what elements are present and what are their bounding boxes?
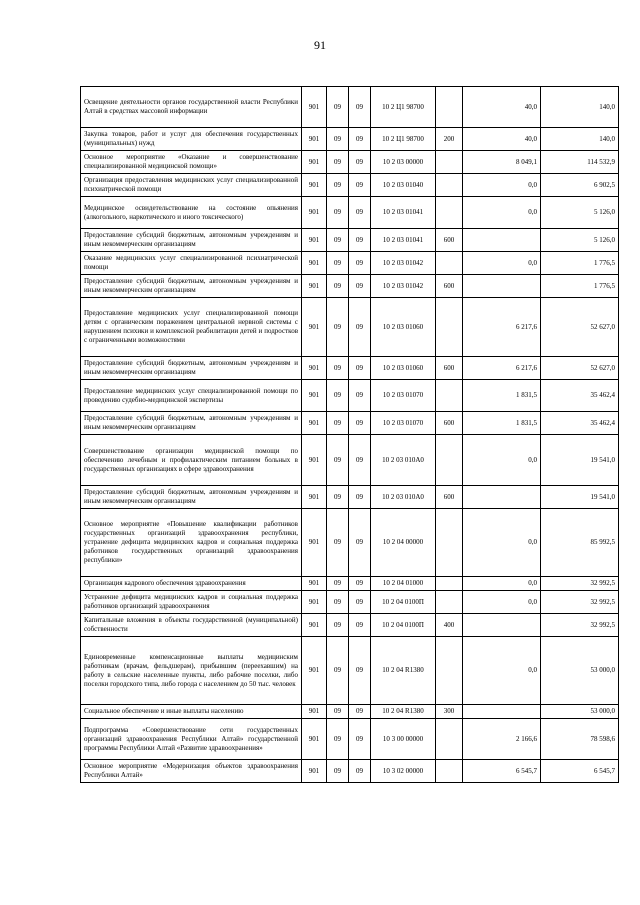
admin-code-cell: 901 xyxy=(302,87,327,128)
expense-type-cell xyxy=(436,719,463,760)
amount-2-cell: 53 000,0 xyxy=(541,705,619,719)
amount-1-cell: 8 049,1 xyxy=(463,151,541,174)
subsection-cell: 09 xyxy=(349,412,371,435)
amount-2-cell: 6 545,7 xyxy=(541,760,619,783)
subsection-cell: 09 xyxy=(349,298,371,357)
target-article-cell: 10 2 04 R1380 xyxy=(371,705,436,719)
table-row xyxy=(81,229,619,252)
admin-code-cell: 901 xyxy=(302,275,327,298)
target-article-cell: 10 2 Ц1 98700 xyxy=(371,87,436,128)
amount-2-cell: 1 776,5 xyxy=(541,252,619,275)
amount-2-cell: 53 000,0 xyxy=(541,637,619,705)
target-article-cell: 10 2 03 010А0 xyxy=(371,486,436,509)
target-article-cell: 10 2 03 010А0 xyxy=(371,435,436,486)
amount-2-cell: 78 598,6 xyxy=(541,719,619,760)
target-article-cell: 10 2 04 R1380 xyxy=(371,637,436,705)
table-row xyxy=(81,435,619,486)
subsection-cell: 09 xyxy=(349,174,371,197)
amount-1-cell xyxy=(463,229,541,252)
expense-type-cell: 600 xyxy=(436,486,463,509)
amount-2-cell: 114 532,9 xyxy=(541,151,619,174)
section-cell: 09 xyxy=(327,412,349,435)
section-cell: 09 xyxy=(327,719,349,760)
admin-code-cell: 901 xyxy=(302,591,327,614)
section-cell: 09 xyxy=(327,637,349,705)
item-name-cell: Совершенствование организации медицинской помощи по обеспечению лечебным и профилактическим питанием больных в государственных организациях в сфере здравоохранения xyxy=(81,435,302,486)
admin-code-cell: 901 xyxy=(302,760,327,783)
amount-2-cell: 35 462,4 xyxy=(541,380,619,412)
item-name-cell: Закупка товаров, работ и услуг для обеспечения государственных (муниципальных) нужд xyxy=(81,128,302,151)
amount-1-cell xyxy=(463,614,541,637)
subsection-cell: 09 xyxy=(349,705,371,719)
item-name-cell: Предоставление субсидий бюджетным, автономным учреждениям и иным некоммерческим организациям xyxy=(81,412,302,435)
expense-type-cell: 600 xyxy=(436,275,463,298)
section-cell: 09 xyxy=(327,486,349,509)
subsection-cell: 09 xyxy=(349,151,371,174)
section-cell: 09 xyxy=(327,380,349,412)
expense-type-cell: 300 xyxy=(436,705,463,719)
amount-1-cell: 0,0 xyxy=(463,509,541,577)
expense-type-cell xyxy=(436,509,463,577)
amount-2-cell: 140,0 xyxy=(541,87,619,128)
target-article-cell: 10 2 03 01060 xyxy=(371,357,436,380)
item-name-cell: Подпрограмма «Совершенствование сети государственных организаций здравоохранения Республики Алтай» государственной программы Республики Алтай «Развитие здравоохранения» xyxy=(81,719,302,760)
section-cell: 09 xyxy=(327,760,349,783)
amount-1-cell: 40,0 xyxy=(463,128,541,151)
admin-code-cell: 901 xyxy=(302,197,327,229)
section-cell: 09 xyxy=(327,577,349,591)
amount-1-cell: 6 545,7 xyxy=(463,760,541,783)
table-row xyxy=(81,509,619,577)
section-cell: 09 xyxy=(327,509,349,577)
table-row xyxy=(81,486,619,509)
subsection-cell: 09 xyxy=(349,760,371,783)
table-row xyxy=(81,275,619,298)
subsection-cell: 09 xyxy=(349,380,371,412)
admin-code-cell: 901 xyxy=(302,151,327,174)
table-row xyxy=(81,87,619,128)
subsection-cell: 09 xyxy=(349,486,371,509)
expense-type-cell xyxy=(436,435,463,486)
table-row xyxy=(81,577,619,591)
amount-1-cell: 6 217,6 xyxy=(463,298,541,357)
expense-type-cell xyxy=(436,380,463,412)
admin-code-cell: 901 xyxy=(302,486,327,509)
amount-2-cell: 32 992,5 xyxy=(541,577,619,591)
expense-type-cell xyxy=(436,151,463,174)
subsection-cell: 09 xyxy=(349,719,371,760)
expense-type-cell: 600 xyxy=(436,357,463,380)
section-cell: 09 xyxy=(327,435,349,486)
subsection-cell: 09 xyxy=(349,509,371,577)
item-name-cell: Предоставление медицинских услуг специализированной помощи по проведению судебно-медицинской экспертизы xyxy=(81,380,302,412)
section-cell: 09 xyxy=(327,151,349,174)
item-name-cell: Предоставление субсидий бюджетным, автономным учреждениям и иным некоммерческим организациям xyxy=(81,275,302,298)
amount-1-cell: 0,0 xyxy=(463,637,541,705)
expense-type-cell xyxy=(436,298,463,357)
amount-1-cell: 0,0 xyxy=(463,197,541,229)
target-article-cell: 10 2 04 0100П xyxy=(371,591,436,614)
admin-code-cell: 901 xyxy=(302,412,327,435)
amount-1-cell: 1 831,5 xyxy=(463,380,541,412)
section-cell: 09 xyxy=(327,229,349,252)
expense-type-cell xyxy=(436,637,463,705)
subsection-cell: 09 xyxy=(349,87,371,128)
target-article-cell: 10 2 Ц1 98700 xyxy=(371,128,436,151)
amount-1-cell xyxy=(463,486,541,509)
expense-type-cell xyxy=(436,174,463,197)
section-cell: 09 xyxy=(327,252,349,275)
target-article-cell: 10 2 03 01042 xyxy=(371,252,436,275)
admin-code-cell: 901 xyxy=(302,357,327,380)
target-article-cell: 10 2 03 01040 xyxy=(371,174,436,197)
target-article-cell: 10 2 04 00000 xyxy=(371,509,436,577)
subsection-cell: 09 xyxy=(349,591,371,614)
admin-code-cell: 901 xyxy=(302,174,327,197)
expense-type-cell xyxy=(436,577,463,591)
table-row xyxy=(81,705,619,719)
subsection-cell: 09 xyxy=(349,252,371,275)
subsection-cell: 09 xyxy=(349,275,371,298)
subsection-cell: 09 xyxy=(349,357,371,380)
section-cell: 09 xyxy=(327,174,349,197)
expense-type-cell xyxy=(436,591,463,614)
subsection-cell: 09 xyxy=(349,128,371,151)
table-row xyxy=(81,357,619,380)
item-name-cell: Капитальные вложения в объекты государственной (муниципальной) собственности xyxy=(81,614,302,637)
target-article-cell: 10 2 04 01000 xyxy=(371,577,436,591)
item-name-cell: Предоставление субсидий бюджетным, автономным учреждениям и иным некоммерческим организациям xyxy=(81,357,302,380)
amount-2-cell: 19 541,0 xyxy=(541,486,619,509)
table-row xyxy=(81,591,619,614)
expense-type-cell: 200 xyxy=(436,128,463,151)
target-article-cell: 10 3 00 00000 xyxy=(371,719,436,760)
section-cell: 09 xyxy=(327,357,349,380)
item-name-cell: Устранение дефицита медицинских кадров и социальная поддержка работников организаций здравоохранения xyxy=(81,591,302,614)
section-cell: 09 xyxy=(327,87,349,128)
target-article-cell: 10 2 03 01041 xyxy=(371,197,436,229)
amount-1-cell: 0,0 xyxy=(463,174,541,197)
amount-1-cell: 6 217,6 xyxy=(463,357,541,380)
admin-code-cell: 901 xyxy=(302,577,327,591)
table-row xyxy=(81,760,619,783)
amount-2-cell: 32 992,5 xyxy=(541,591,619,614)
expense-type-cell xyxy=(436,252,463,275)
table-row xyxy=(81,719,619,760)
table-row xyxy=(81,614,619,637)
section-cell: 09 xyxy=(327,705,349,719)
amount-2-cell: 35 462,4 xyxy=(541,412,619,435)
item-name-cell: Социальное обеспечение и иные выплаты населению xyxy=(81,705,302,719)
amount-2-cell: 19 541,0 xyxy=(541,435,619,486)
amount-2-cell: 85 992,5 xyxy=(541,509,619,577)
table-row xyxy=(81,380,619,412)
item-name-cell: Предоставление субсидий бюджетным, автономным учреждениям и иным некоммерческим организациям xyxy=(81,229,302,252)
item-name-cell: Предоставление субсидий бюджетным, автономным учреждениям и иным некоммерческим организациям xyxy=(81,486,302,509)
amount-2-cell: 5 126,0 xyxy=(541,197,619,229)
item-name-cell: Основное мероприятие «Оказание и совершенствование специализированной медицинской помощи» xyxy=(81,151,302,174)
admin-code-cell: 901 xyxy=(302,509,327,577)
budget-table xyxy=(80,86,619,783)
item-name-cell: Основное мероприятие «Модернизация объектов здравоохранения Республики Алтай» xyxy=(81,760,302,783)
admin-code-cell: 901 xyxy=(302,614,327,637)
section-cell: 09 xyxy=(327,128,349,151)
budget-table-body xyxy=(81,87,619,783)
admin-code-cell: 901 xyxy=(302,719,327,760)
admin-code-cell: 901 xyxy=(302,298,327,357)
item-name-cell: Организация предоставления медицинских услуг специализированной психиатрической помощи xyxy=(81,174,302,197)
item-name-cell: Единовременные компенсационные выплаты медицинским работникам (врачам, фельдшерам), прибывшим (переехавшим) на работу в сельские населенные пункты, либо рабочие поселки, либо поселки городского типа, либо города с населением до 50 тыс. человек xyxy=(81,637,302,705)
admin-code-cell: 901 xyxy=(302,252,327,275)
page-number: 91 xyxy=(314,38,326,52)
subsection-cell: 09 xyxy=(349,229,371,252)
table-row xyxy=(81,197,619,229)
expense-type-cell: 600 xyxy=(436,229,463,252)
amount-1-cell: 1 831,5 xyxy=(463,412,541,435)
table-row xyxy=(81,128,619,151)
subsection-cell: 09 xyxy=(349,435,371,486)
table-row xyxy=(81,637,619,705)
amount-1-cell: 2 166,6 xyxy=(463,719,541,760)
item-name-cell: Освещение деятельности органов государственной власти Республики Алтай в средствах массовой информации xyxy=(81,87,302,128)
subsection-cell: 09 xyxy=(349,577,371,591)
subsection-cell: 09 xyxy=(349,637,371,705)
amount-2-cell: 5 126,0 xyxy=(541,229,619,252)
expense-type-cell xyxy=(436,87,463,128)
expense-type-cell xyxy=(436,197,463,229)
amount-2-cell: 6 902,5 xyxy=(541,174,619,197)
admin-code-cell: 901 xyxy=(302,435,327,486)
table-row xyxy=(81,412,619,435)
target-article-cell: 10 2 03 01042 xyxy=(371,275,436,298)
expense-type-cell: 600 xyxy=(436,412,463,435)
amount-2-cell: 140,0 xyxy=(541,128,619,151)
amount-1-cell: 0,0 xyxy=(463,252,541,275)
amount-1-cell xyxy=(463,275,541,298)
table-row xyxy=(81,151,619,174)
amount-2-cell: 52 627,0 xyxy=(541,298,619,357)
amount-2-cell: 1 776,5 xyxy=(541,275,619,298)
admin-code-cell: 901 xyxy=(302,128,327,151)
amount-2-cell: 52 627,0 xyxy=(541,357,619,380)
section-cell: 09 xyxy=(327,298,349,357)
section-cell: 09 xyxy=(327,197,349,229)
item-name-cell: Основное мероприятие «Повышение квалификации работников государственных организаций здравоохранения республики, устранение дефицита медицинских кадров и социальная поддержка работников государственных организаций здравоохранения республики» xyxy=(81,509,302,577)
amount-1-cell: 0,0 xyxy=(463,591,541,614)
target-article-cell: 10 2 04 0100П xyxy=(371,614,436,637)
table-row xyxy=(81,252,619,275)
target-article-cell: 10 2 03 01070 xyxy=(371,412,436,435)
subsection-cell: 09 xyxy=(349,614,371,637)
admin-code-cell: 901 xyxy=(302,637,327,705)
admin-code-cell: 901 xyxy=(302,229,327,252)
table-row xyxy=(81,174,619,197)
expense-type-cell xyxy=(436,760,463,783)
target-article-cell: 10 2 03 01041 xyxy=(371,229,436,252)
amount-2-cell: 32 992,5 xyxy=(541,614,619,637)
admin-code-cell: 901 xyxy=(302,705,327,719)
item-name-cell: Организация кадрового обеспечения здравоохранения xyxy=(81,577,302,591)
item-name-cell: Предоставление медицинских услуг специализированной помощи детям с органическим поражением центральной нервной системы с нарушением психики и комплексной реабилитации детей и подростков с ограниченными возможностями xyxy=(81,298,302,357)
subsection-cell: 09 xyxy=(349,197,371,229)
amount-1-cell: 0,0 xyxy=(463,577,541,591)
amount-1-cell xyxy=(463,705,541,719)
table-row xyxy=(81,298,619,357)
expense-type-cell: 400 xyxy=(436,614,463,637)
amount-1-cell: 0,0 xyxy=(463,435,541,486)
section-cell: 09 xyxy=(327,614,349,637)
item-name-cell: Медицинское освидетельствование на состояние опьянения (алкогольного, наркотического и иного токсического) xyxy=(81,197,302,229)
admin-code-cell: 901 xyxy=(302,380,327,412)
target-article-cell: 10 2 03 01070 xyxy=(371,380,436,412)
target-article-cell: 10 2 03 01060 xyxy=(371,298,436,357)
amount-1-cell: 40,0 xyxy=(463,87,541,128)
section-cell: 09 xyxy=(327,275,349,298)
item-name-cell: Оказание медицинских услуг специализированной психиатрической помощи xyxy=(81,252,302,275)
target-article-cell: 10 2 03 00000 xyxy=(371,151,436,174)
section-cell: 09 xyxy=(327,591,349,614)
target-article-cell: 10 3 02 00000 xyxy=(371,760,436,783)
